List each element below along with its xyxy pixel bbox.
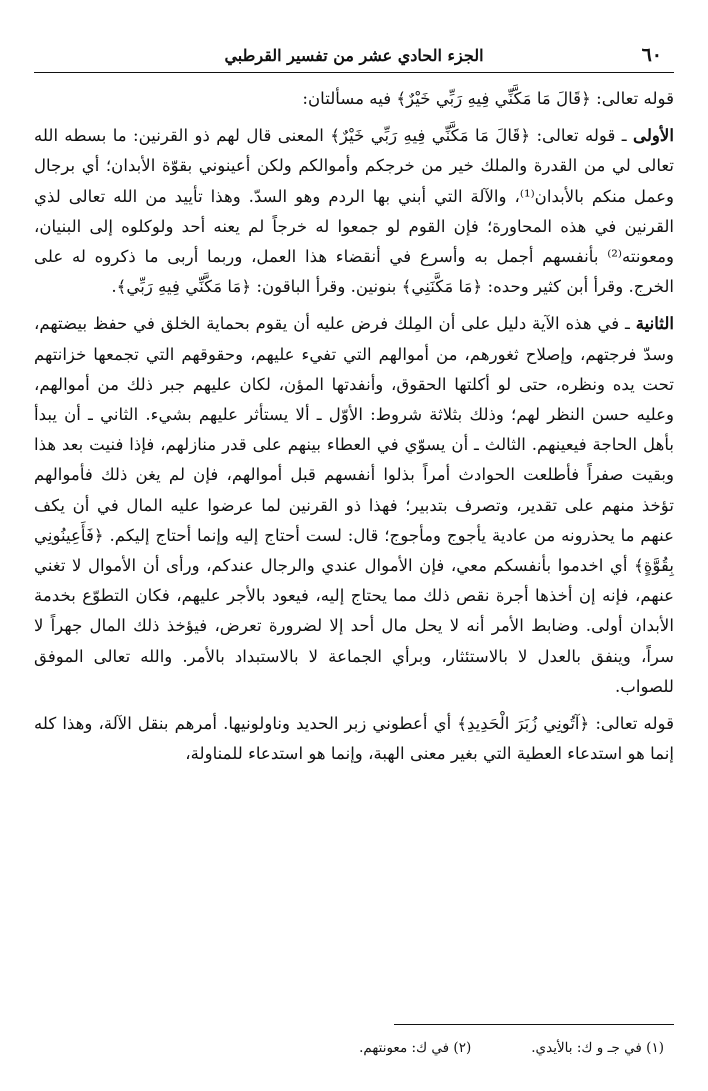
- paragraph-text: قوله تعالى: ﴿آتُونِي زُبَرَ الْحَدِيدِ﴾ أي أعطوني زبر الحديد وناولونيها. أمرهم بنقل الآلة، وهذا كله إنما هو استدعاء العطية التي بغير معنى الهبة، وإنما هو استدعاء للمناولة،: [34, 714, 674, 764]
- running-title: الجزء الحادي عشر من تفسير القرطبي: [224, 46, 484, 65]
- paragraph-intro: [34, 83, 674, 114]
- paragraph-text: ـ قوله تعالى: ﴿قَالَ مَا مَكَّنِّي فِيهِ رَبِّي خَيْرٌ﴾ المعنى قال لهم ذو القرنين: ما بسطه الله تعالى لي من القدرة والملك خير من خرجكم وأموالكم ولكن أعينوني بقوّة الأبدان؛ أي برجال وعمل منكم بالأبدان⁽¹⁾، والآلة التي أبني بها الردم وهو السدّ. وهذا تأييد من الله تعالى لذي القرنين في هذه المحاورة؛ فإن القوم لو جمعوا له خرجاً لم يعنه أحد ولوكلوه إلى البنيان، ومعونته⁽²⁾ بأنفسهم أجمل به وأسرع في أنقضاء هذا العمل، وربما أربى ما ذكروه له على الخرج. وقرأ أبن كثير وحده: ﴿مَا مَكَّنَنِي﴾ بنونين. وقرأ الباقون: ﴿مَا مَكَّنِّي فِيهِ رَبِّي﴾.: [34, 126, 675, 297]
- footnote-2: (٢) في ك: معونتهم.: [359, 1040, 472, 1056]
- paragraph-text: قوله تعالى: ﴿قَالَ مَا مَكَّنِّي فِيهِ رَبِّي خَيْرٌ﴾ فيه مسألتان:: [302, 89, 674, 108]
- paragraph-lead: الثانية: [635, 313, 674, 334]
- footnote-divider: [394, 1024, 674, 1025]
- footnotes: [114, 1040, 664, 1056]
- paragraph-lead: الأولى: [633, 125, 674, 146]
- paragraph-text: ـ في هذه الآية دليل على أن المِلك فرض عليه أن يقوم بحماية الخلق في حفظ بيضتهم، وسدّ فرجتهم، وإصلاح ثغورهم، من أموالهم التي تفيء عليهم، وحقوقهم التي تجمعها خزانتهم تحت يده ونظره، حتى لو أكلتها الحقوق، وأنفدتها المؤن، لكان عليهم جبر ذلك من أموالهم، وعليه حسن النظر لهم؛ وذلك بثلاثة شروط: الأوّل ـ ألا يستأثر عليهم بشيء. الثاني ـ أن يبدأ بأهل الحاجة فيعينهم. الثالث ـ أن يسوّي في العطاء بينهم على قدر منازلهم، فإذا فنيت بعد هذا وبقيت صفراً فأطلعت الحوادث أمراً بذلوا أنفسهم قبل أموالهم، فإن لم يغن ذلك فأموالهم تؤخذ منهم على تقدير، وتصرف بتدبير؛ فهذا ذو القرنين لما عرضوا عليه المال في أن يكف عنهم ما يحذرونه من عادية يأجوج ومأجوج؛ قال: لست أحتاج إليه وإنما أحتاج إليكم. ﴿فَأَعِينُونِي بِقُوَّةٍ﴾ أي اخدموا بأنفسكم معي، فإن الأموال عندي والرجال عندكم، ورأى أن الأموال لا تغني عنهم، فإنه إن أخذها أجرة نقص ذلك مما يحتاج إليه، فيعود بالأجر عليهم، فكان التطوّع بخدمة الأبدان أولى. وضابط الأمر أنه لا يحل مال أحد إلا لضرورة تعرض، فيؤخذ ذلك المال جهراً لا سراً، وينفق بالعدل لا بالاستئثار، وبرأي الجماعة لا بالاستبداد بالأمر. والله تعالى الموفق للصواب.: [34, 314, 674, 696]
- footnote-1: (١) في جـ و ك: بالأيدي.: [531, 1040, 664, 1056]
- book-page: [34, 40, 674, 1071]
- page-header: [34, 40, 674, 73]
- paragraph-first-issue: [34, 120, 674, 302]
- page-number: ٦٠: [641, 44, 662, 66]
- paragraph-iron-verse: [34, 708, 674, 769]
- page-body: [34, 83, 674, 769]
- paragraph-second-issue: [34, 308, 674, 702]
